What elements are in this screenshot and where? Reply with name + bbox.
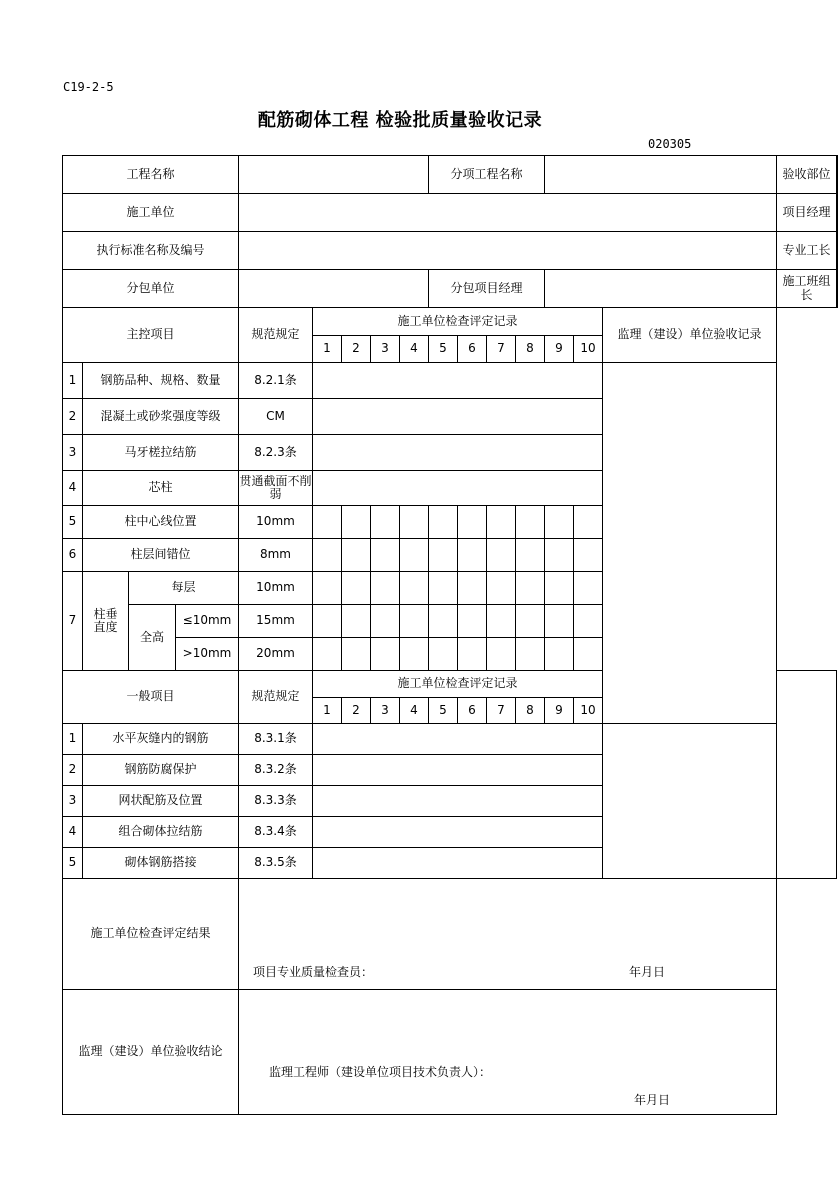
check-col-1: 1 <box>313 336 342 363</box>
check-cell[interactable] <box>400 506 429 539</box>
check-record[interactable] <box>313 435 603 471</box>
main-label: 主控项目 <box>63 308 239 363</box>
check-cell[interactable] <box>516 539 545 572</box>
check-cell[interactable] <box>458 638 487 671</box>
item-no: 4 <box>63 817 83 848</box>
check-cell[interactable] <box>545 572 574 605</box>
item-name: 组合砌体拉结筋 <box>83 817 239 848</box>
foreman-label: 专业工长 <box>777 232 837 270</box>
item-name: 钢筋防腐保护 <box>83 755 239 786</box>
check-record[interactable] <box>313 724 603 755</box>
table-row <box>63 363 838 399</box>
item-spec: 贯通截面不削弱 <box>239 471 313 506</box>
form-code: C19-2-5 <box>63 80 114 94</box>
table-row <box>63 724 838 755</box>
check-col-5: 5 <box>429 336 458 363</box>
item-no: 6 <box>63 539 83 572</box>
item-spec: 8.3.4条 <box>239 817 313 848</box>
item-no: 2 <box>63 755 83 786</box>
contractor-label: 施工单位 <box>63 194 239 232</box>
check-cell[interactable] <box>342 539 371 572</box>
main-header-row <box>63 308 838 336</box>
check-col-9: 9 <box>545 336 574 363</box>
check-col-6: 6 <box>458 698 487 724</box>
check-cell[interactable] <box>545 605 574 638</box>
check-cell[interactable] <box>458 539 487 572</box>
team-leader-label: 施工班组长 <box>777 270 837 308</box>
sub-item-name-value[interactable] <box>545 156 777 194</box>
check-cell[interactable] <box>400 638 429 671</box>
table-row <box>63 848 838 879</box>
subcontractor-value[interactable] <box>239 270 429 308</box>
check-col-2: 2 <box>342 336 371 363</box>
full-height-label: 全高 <box>129 605 176 671</box>
check-cell[interactable] <box>342 572 371 605</box>
form-number: 020305 <box>648 137 692 151</box>
check-record[interactable] <box>313 363 603 399</box>
contractor-value[interactable] <box>239 194 777 232</box>
check-col-9: 9 <box>545 698 574 724</box>
item-spec: 8mm <box>239 539 313 572</box>
conclusion-row <box>63 990 838 1115</box>
check-col-1: 1 <box>313 698 342 724</box>
check-cell[interactable] <box>487 539 516 572</box>
check-col-4: 4 <box>400 336 429 363</box>
engineer-label: 监理工程师（建设单位项目技术负责人）： <box>269 1065 492 1079</box>
check-cell[interactable] <box>371 572 400 605</box>
header-row <box>63 270 838 308</box>
supervisor-label: 监理（建设）单位验收记录 <box>603 308 777 363</box>
item-spec: 8.3.1条 <box>239 724 313 755</box>
check-cell[interactable] <box>429 539 458 572</box>
supervisor-record-main[interactable] <box>603 363 777 724</box>
check-cell[interactable] <box>545 539 574 572</box>
check-cell[interactable] <box>371 506 400 539</box>
record-label: 施工单位检查评定记录 <box>313 308 603 336</box>
item-spec: 8.3.5条 <box>239 848 313 879</box>
item-name: 柱层间错位 <box>83 539 239 572</box>
check-cell[interactable] <box>458 605 487 638</box>
per-floor-label: 每层 <box>129 572 239 605</box>
check-record[interactable] <box>313 786 603 817</box>
check-cell[interactable] <box>342 638 371 671</box>
item-no: 5 <box>63 506 83 539</box>
check-cell[interactable] <box>487 638 516 671</box>
general-record-label: 施工单位检查评定记录 <box>313 671 603 698</box>
spec-label: 规范规定 <box>239 308 313 363</box>
check-cell[interactable] <box>516 638 545 671</box>
item-spec: 15mm <box>239 605 313 638</box>
item-no: 3 <box>63 786 83 817</box>
check-cell[interactable] <box>545 506 574 539</box>
check-cell[interactable] <box>429 638 458 671</box>
acceptance-part-label: 验收部位 <box>777 156 837 194</box>
subcontractor-label: 分包单位 <box>63 270 239 308</box>
table-row <box>63 817 838 848</box>
check-cell[interactable] <box>458 506 487 539</box>
check-record[interactable] <box>313 471 603 506</box>
item-no: 3 <box>63 435 83 471</box>
item-no: 2 <box>63 399 83 435</box>
item-spec: 8.2.1条 <box>239 363 313 399</box>
conclusion-label: 监理（建设）单位验收结论 <box>63 990 239 1115</box>
header-row <box>63 156 838 194</box>
item-no: 1 <box>63 363 83 399</box>
standard-value[interactable] <box>239 232 777 270</box>
item-no: 4 <box>63 471 83 506</box>
check-cell[interactable] <box>313 506 342 539</box>
sub-pm-label: 分包项目经理 <box>429 270 545 308</box>
item-name: 网状配筋及位置 <box>83 786 239 817</box>
item-spec: 20mm <box>239 638 313 671</box>
item-no: 1 <box>63 724 83 755</box>
check-cell[interactable] <box>371 605 400 638</box>
check-cell[interactable] <box>429 572 458 605</box>
item-name: 马牙槎拉结筋 <box>83 435 239 471</box>
project-manager-label: 项目经理 <box>777 194 837 232</box>
gt-label: >10mm <box>176 638 239 671</box>
le-label: ≤10mm <box>176 605 239 638</box>
item-spec: 10mm <box>239 572 313 605</box>
project-manager-value[interactable] <box>837 194 838 232</box>
result-row <box>63 879 838 990</box>
item-no: 7 <box>63 572 83 671</box>
foreman-value[interactable] <box>837 232 838 270</box>
check-col-5: 5 <box>429 698 458 724</box>
check-cell[interactable] <box>400 572 429 605</box>
conclusion-date: 年月日 <box>634 1093 671 1107</box>
check-record[interactable] <box>313 848 603 879</box>
table-row <box>63 786 838 817</box>
item-name: 水平灰缝内的钢筋 <box>83 724 239 755</box>
supervisor-record-general[interactable] <box>777 671 837 879</box>
header-row <box>63 232 838 270</box>
result-content[interactable] <box>239 879 777 990</box>
check-col-3: 3 <box>371 698 400 724</box>
check-cell[interactable] <box>429 506 458 539</box>
check-col-8: 8 <box>516 336 545 363</box>
check-cell[interactable] <box>545 638 574 671</box>
check-cell[interactable] <box>371 539 400 572</box>
item-no: 5 <box>63 848 83 879</box>
check-cell[interactable] <box>574 638 603 671</box>
item-spec: 8.3.3条 <box>239 786 313 817</box>
check-cell[interactable] <box>313 638 342 671</box>
check-col-4: 4 <box>400 698 429 724</box>
check-cell[interactable] <box>574 539 603 572</box>
check-col-7: 7 <box>487 336 516 363</box>
item-name: 混凝土或砂浆强度等级 <box>83 399 239 435</box>
general-spec-label: 规范规定 <box>239 671 313 724</box>
result-date: 年月日 <box>629 965 666 979</box>
check-col-10: 10 <box>574 698 603 724</box>
inspector-label: 项目专业质量检查员： <box>253 965 374 979</box>
acceptance-form <box>62 155 838 1115</box>
check-cell[interactable] <box>313 605 342 638</box>
check-cell[interactable] <box>458 572 487 605</box>
check-col-7: 7 <box>487 698 516 724</box>
result-label: 施工单位检查评定结果 <box>63 879 239 990</box>
check-record[interactable] <box>313 817 603 848</box>
check-col-2: 2 <box>342 698 371 724</box>
project-name-label: 工程名称 <box>63 156 239 194</box>
item-spec: 10mm <box>239 506 313 539</box>
item-spec: 8.2.3条 <box>239 435 313 471</box>
item-name: 砌体钢筋搭接 <box>83 848 239 879</box>
general-label: 一般项目 <box>63 671 239 724</box>
check-cell[interactable] <box>371 638 400 671</box>
sub-pm-value[interactable] <box>545 270 777 308</box>
table-row <box>63 755 838 786</box>
item-spec: 8.3.2条 <box>239 755 313 786</box>
item-name: 柱垂直度 <box>83 572 129 671</box>
item-name: 钢筋品种、规格、数量 <box>83 363 239 399</box>
check-cell[interactable] <box>342 605 371 638</box>
check-cell[interactable] <box>342 506 371 539</box>
check-cell[interactable] <box>400 539 429 572</box>
check-cell[interactable] <box>313 572 342 605</box>
check-col-10: 10 <box>574 336 603 363</box>
project-name-value[interactable] <box>239 156 429 194</box>
check-col-6: 6 <box>458 336 487 363</box>
item-name: 柱中心线位置 <box>83 506 239 539</box>
check-record[interactable] <box>313 755 603 786</box>
sub-item-name-label: 分项工程名称 <box>429 156 545 194</box>
check-cell[interactable] <box>400 605 429 638</box>
page-title: 配筋砌体工程 检验批质量验收记录 <box>257 110 543 131</box>
conclusion-content[interactable] <box>239 990 777 1115</box>
item-name: 芯柱 <box>83 471 239 506</box>
check-cell[interactable] <box>574 506 603 539</box>
check-cell[interactable] <box>487 605 516 638</box>
check-cell[interactable] <box>429 605 458 638</box>
check-col-3: 3 <box>371 336 400 363</box>
check-cell[interactable] <box>487 506 516 539</box>
check-cell[interactable] <box>487 572 516 605</box>
check-cell[interactable] <box>313 539 342 572</box>
check-cell[interactable] <box>516 605 545 638</box>
item-spec: CM <box>239 399 313 435</box>
check-cell[interactable] <box>516 506 545 539</box>
header-row <box>63 194 838 232</box>
team-leader-value[interactable] <box>837 270 838 308</box>
check-col-8: 8 <box>516 698 545 724</box>
standard-label: 执行标准名称及编号 <box>63 232 239 270</box>
check-cell[interactable] <box>574 605 603 638</box>
check-record[interactable] <box>313 399 603 435</box>
check-cell[interactable] <box>574 572 603 605</box>
acceptance-part-value[interactable] <box>837 156 838 194</box>
check-cell[interactable] <box>516 572 545 605</box>
